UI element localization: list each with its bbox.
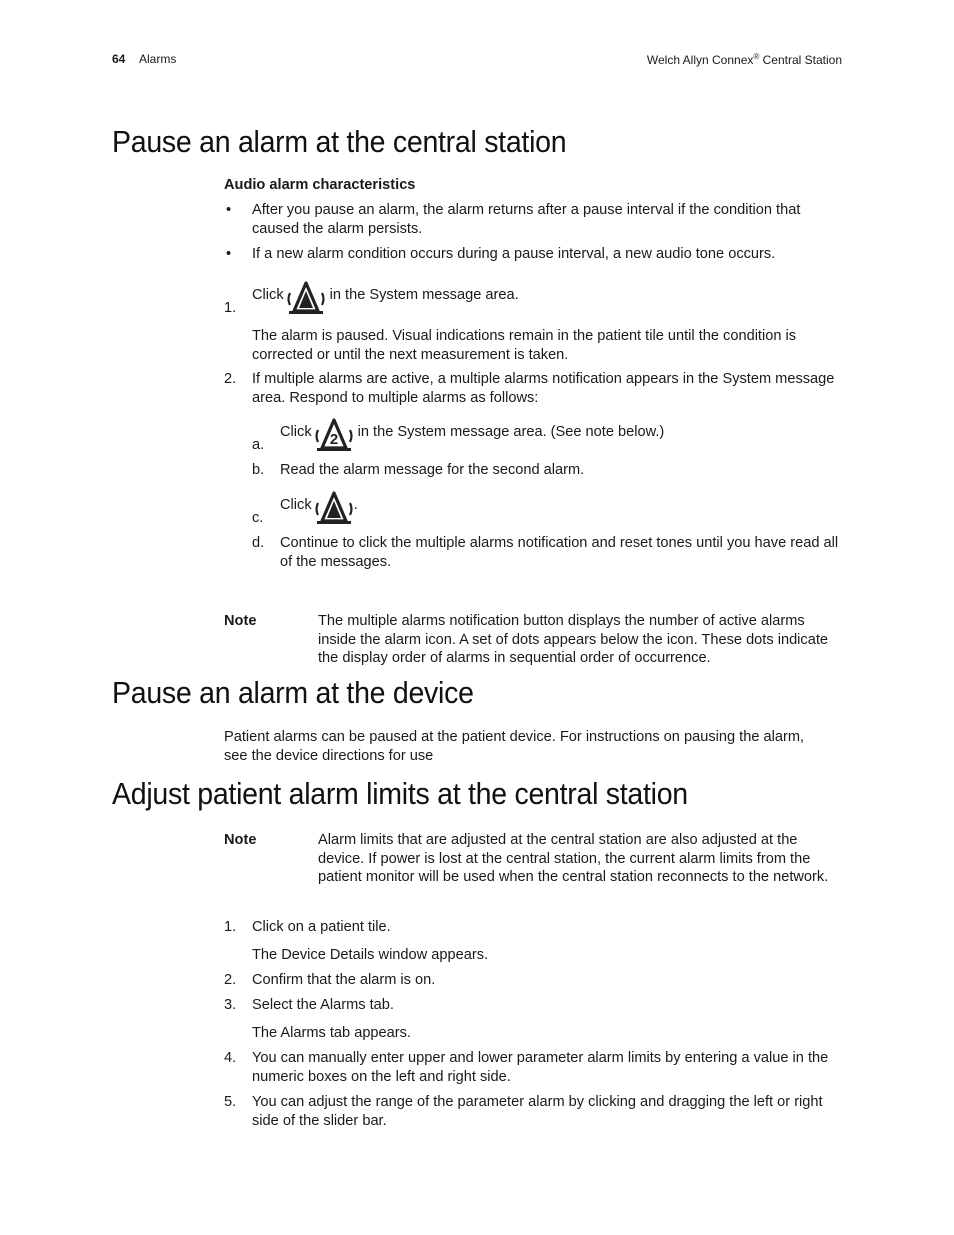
- substep-a: [280, 414, 850, 454]
- step-2: If multiple alarms are active, a multiple alarms notification appears in the System message area. Respond to multiple alarms as follows:: [252, 371, 835, 406]
- substep-d: Continue to click the multiple alarms notification and reset tones until you have read all of the messages.: [280, 535, 839, 570]
- substep-letter: c.: [252, 510, 264, 526]
- subheading-audio: Audio alarm characteristics: [224, 177, 416, 193]
- step-result: The Alarms tab appears.: [252, 1025, 411, 1041]
- substep-c-before: Click: [280, 497, 312, 513]
- step-text: You can adjust the range of the parameter alarm by clicking and dragging the left or right side of the slider bar.: [252, 1094, 823, 1129]
- substep-a-before: Click: [280, 424, 312, 440]
- substep-letter: b.: [252, 462, 265, 478]
- bullet-item: If a new alarm condition occurs during a pause interval, a new audio tone occurs.: [252, 246, 776, 262]
- substep-c: [280, 487, 850, 527]
- step-text: Confirm that the alarm is on.: [252, 972, 436, 988]
- multiple-alarms-count: 2: [329, 431, 338, 448]
- step-1-before: Click: [252, 287, 284, 303]
- step-text: You can manually enter upper and lower parameter alarm limits by entering a value in the numeric boxes on the left and right side.: [252, 1050, 829, 1085]
- bullet-marker: •: [226, 246, 232, 262]
- step-1: [252, 277, 847, 317]
- substep-c-after: .: [353, 497, 358, 513]
- alarm-pause-icon[interactable]: [314, 487, 354, 523]
- substep-a-after: in the System message area. (See note below.): [357, 424, 665, 440]
- step-number: 1.: [224, 300, 237, 316]
- step-number: 3.: [224, 997, 237, 1013]
- step-number: 1.: [224, 919, 237, 935]
- step-number: 4.: [224, 1050, 237, 1066]
- section-title-adjust-limits: Adjust patient alarm limits at the central station: [112, 776, 688, 811]
- note-label: Note: [224, 832, 257, 848]
- step-number: 2.: [224, 972, 237, 988]
- header-section: Alarms: [139, 52, 177, 66]
- step-number: 5.: [224, 1094, 237, 1110]
- note-text: Alarm limits that are adjusted at the central station are also adjusted at the device. If power is lost at the central station, the current alarm limits from the patient monitor will be used when the central station reconnects to the network.: [318, 832, 829, 885]
- section-title-pause-central: Pause an alarm at the central station: [112, 124, 567, 159]
- page-number: 64: [112, 52, 126, 66]
- step-number: 2.: [224, 371, 237, 387]
- step-1-after: in the System message area.: [329, 287, 519, 303]
- note-text: The multiple alarms notification button displays the number of active alarms inside the alarm icon. A set of dots appears below the icon. These dots indicate the display order of alarms in sequential order of occurrence.: [318, 613, 829, 666]
- step-result: The Device Details window appears.: [252, 947, 489, 963]
- bullet-item: After you pause an alarm, the alarm returns after a pause interval if the condition that caused the alarm persists.: [252, 202, 801, 237]
- bullet-marker: •: [226, 202, 232, 218]
- substep-letter: d.: [252, 535, 265, 551]
- section-title-pause-device: Pause an alarm at the device: [112, 675, 474, 710]
- note-label: Note: [224, 613, 257, 629]
- substep-b: Read the alarm message for the second alarm.: [280, 462, 585, 478]
- multiple-alarms-icon[interactable]: [314, 414, 354, 450]
- header-product: [647, 52, 842, 67]
- section-2-text: Patient alarms can be paused at the patient device. For instructions on pausing the alarm, see the device directions for use: [224, 729, 805, 764]
- step-1-result: The alarm is paused. Visual indications remain in the patient tile until the condition is corrected or until the next measurement is taken.: [252, 328, 797, 363]
- substep-letter: a.: [252, 437, 265, 453]
- header-product-suffix: Central Station: [759, 53, 842, 67]
- header-product-name: Welch Allyn Connex: [646, 53, 754, 67]
- registered-mark: ®: [753, 52, 760, 61]
- alarm-pause-icon[interactable]: [286, 277, 326, 313]
- step-text: Click on a patient tile.: [252, 919, 391, 935]
- step-text: Select the Alarms tab.: [252, 997, 394, 1013]
